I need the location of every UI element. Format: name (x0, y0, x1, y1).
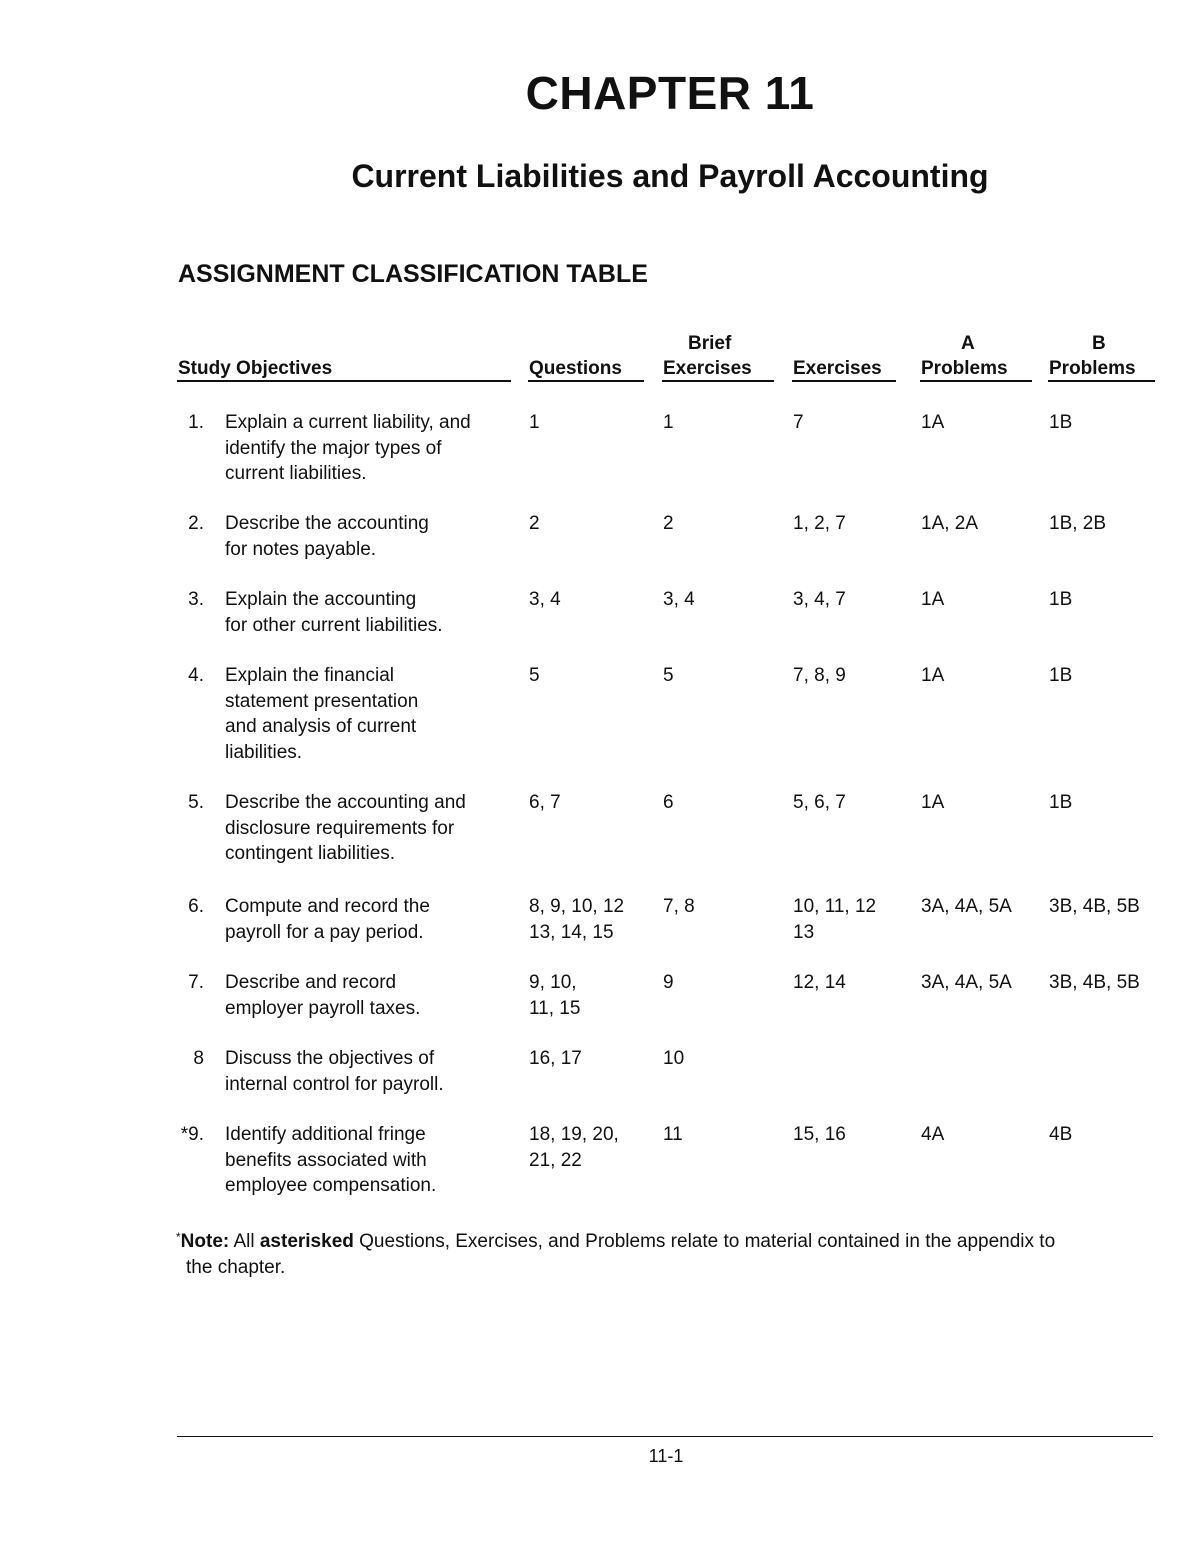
questions-cell: 8, 9, 10, 12 13, 14, 15 (529, 896, 625, 943)
a-problems-cell: 1A (921, 412, 945, 433)
objective-text: Describe and record employer payroll taxes. (225, 972, 421, 1019)
header-brief-exercises: Exercises (663, 358, 752, 379)
header-underline-brief (662, 380, 774, 382)
questions-cell: 16, 17 (529, 1048, 582, 1069)
header-b-problems: Problems (1049, 358, 1136, 379)
footnote-label: Note: (180, 1231, 230, 1252)
brief-exercises-cell: 2 (663, 513, 674, 534)
exercises-cell: 12, 14 (793, 972, 846, 993)
exercises-cell: 10, 11, 12 13 (793, 896, 877, 943)
objective-text: Explain the financial statement presentation and analysis of current liabilities. (225, 665, 419, 763)
section-title: ASSIGNMENT CLASSIFICATION TABLE (178, 260, 648, 288)
brief-exercises-cell: 1 (663, 412, 674, 433)
footnote (176, 1224, 1176, 1281)
header-brief-top: Brief (688, 333, 732, 354)
header-b-top: B (1092, 333, 1106, 354)
a-problems-cell: 1A (921, 589, 945, 610)
chapter-heading: CHAPTER 11 (525, 67, 815, 119)
objective-text: Compute and record the payroll for a pay period. (225, 896, 430, 943)
footnote-text-before: All (229, 1231, 260, 1252)
header-study-objectives: Study Objectives (178, 358, 333, 379)
header-questions: Questions (529, 358, 622, 379)
exercises-cell: 7, 8, 9 (793, 665, 846, 686)
footnote-asterisk: * (176, 1230, 181, 1244)
brief-exercises-cell: 11 (663, 1124, 683, 1145)
questions-cell: 2 (529, 513, 540, 534)
questions-cell: 1 (529, 412, 540, 433)
questions-cell: 6, 7 (529, 792, 561, 813)
objective-text: Describe the accounting for notes payable. (225, 513, 429, 560)
questions-cell: 18, 19, 20, 21, 22 (529, 1124, 619, 1171)
objective-number: 4. (188, 665, 204, 686)
b-problems-cell: 1B (1049, 589, 1073, 610)
header-a-top: A (961, 333, 975, 354)
header-underline-questions (528, 380, 644, 382)
header-underline-a (920, 380, 1032, 382)
questions-cell: 3, 4 (529, 589, 561, 610)
objective-number: 5. (188, 792, 204, 813)
brief-exercises-cell: 10 (663, 1048, 685, 1069)
objective-number: 1. (188, 412, 204, 433)
brief-exercises-cell: 7, 8 (663, 896, 695, 917)
b-problems-cell: 4B (1049, 1124, 1073, 1145)
chapter-subtitle: Current Liabilities and Payroll Accounting (351, 158, 989, 194)
b-problems-cell: 1B (1049, 412, 1073, 433)
header-underline-exercises (792, 380, 896, 382)
objective-text: Describe the accounting and disclosure requirements for contingent liabilities. (225, 792, 466, 864)
objective-number: 2. (188, 513, 204, 534)
objective-text: Identify additional fringe benefits associated with employee compensation. (225, 1124, 437, 1196)
b-problems-cell: 1B, 2B (1049, 513, 1107, 534)
header-exercises: Exercises (793, 358, 882, 379)
page-number: 11-1 (648, 1446, 684, 1466)
header-underline-objectives (177, 380, 511, 382)
b-problems-cell: 1B (1049, 665, 1073, 686)
brief-exercises-cell: 9 (663, 972, 674, 993)
exercises-cell: 1, 2, 7 (793, 513, 846, 534)
objective-text: Discuss the objectives of internal control for payroll. (225, 1048, 444, 1095)
a-problems-cell: 4A (921, 1124, 945, 1145)
objective-text: Explain the accounting for other current liabilities. (225, 589, 443, 636)
exercises-cell: 7 (793, 412, 804, 433)
footnote-text-after: Questions, Exercises, and Problems relate to material contained in the appendix to (353, 1231, 1056, 1252)
brief-exercises-cell: 3, 4 (663, 589, 695, 610)
exercises-cell: 5, 6, 7 (793, 792, 846, 813)
objective-number: 6. (188, 896, 204, 917)
a-problems-cell: 3A, 4A, 5A (921, 972, 1012, 993)
objective-number: 8 (193, 1048, 204, 1069)
footnote-bold-word: asterisked (259, 1231, 354, 1252)
objective-text: Explain a current liability, and identify the major types of current liabilities. (225, 412, 471, 484)
a-problems-cell: 1A, 2A (921, 513, 979, 534)
objective-number: 3. (188, 589, 204, 610)
questions-cell: 5 (529, 665, 540, 686)
header-a-problems: Problems (921, 358, 1008, 379)
b-problems-cell: 3B, 4B, 5B (1049, 972, 1140, 993)
footer-divider (177, 1436, 1153, 1437)
a-problems-cell: 1A (921, 792, 945, 813)
b-problems-cell: 3B, 4B, 5B (1049, 896, 1140, 917)
a-problems-cell: 3A, 4A, 5A (921, 896, 1012, 917)
a-problems-cell: 1A (921, 665, 945, 686)
exercises-cell: 15, 16 (793, 1124, 846, 1145)
questions-cell: 9, 10, 11, 15 (529, 972, 581, 1019)
footnote-line2: the chapter. (186, 1257, 286, 1278)
exercises-cell: 3, 4, 7 (793, 589, 846, 610)
objective-number: 7. (188, 972, 204, 993)
objective-number: *9. (180, 1124, 204, 1145)
header-underline-b (1048, 380, 1155, 382)
b-problems-cell: 1B (1049, 792, 1073, 813)
brief-exercises-cell: 5 (663, 665, 674, 686)
brief-exercises-cell: 6 (663, 792, 674, 813)
